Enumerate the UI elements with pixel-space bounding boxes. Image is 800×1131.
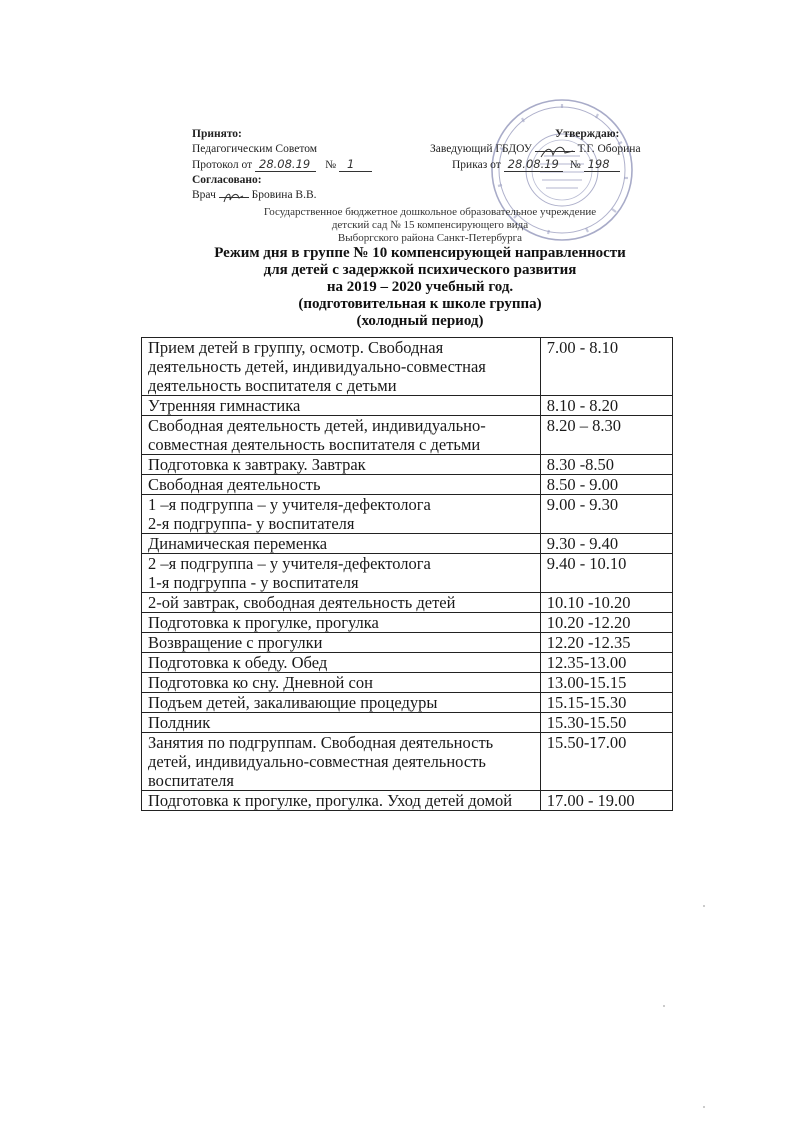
title-line-4: (подготовительная к школе группа) [298, 296, 542, 312]
schedule-row [142, 396, 673, 416]
head-line [430, 142, 641, 157]
schedule-activity: Утренняя гимнастика [142, 396, 541, 416]
doctor-label: Врач [192, 189, 216, 201]
schedule-row [142, 791, 673, 811]
schedule-row [142, 495, 673, 534]
schedule-time: 12.20 -12.35 [540, 633, 672, 653]
accepted-label: Принято: [192, 128, 242, 140]
schedule-row [142, 416, 673, 455]
agreed-label: Согласовано: [192, 174, 262, 186]
schedule-row [142, 713, 673, 733]
schedule-time: 7.00 - 8.10 [540, 338, 672, 396]
document-title [150, 245, 690, 330]
council-name: Педагогическим Советом [192, 143, 318, 155]
title-line-2: для детей с задержкой психического развития [263, 262, 577, 278]
schedule-time: 8.50 - 9.00 [540, 475, 672, 495]
protocol-date: 28.08.19 [255, 157, 316, 172]
approval-left [192, 127, 452, 203]
scan-speck [703, 905, 705, 907]
schedule-row [142, 633, 673, 653]
schedule-activity: Прием детей в группу, осмотр. Свободная деятельность детей, индивидуально-совместная деятельность воспитателя с детьми [142, 338, 541, 396]
schedule-time: 9.30 - 9.40 [540, 534, 672, 554]
protocol-no-label: № [325, 159, 337, 171]
schedule-time: 10.10 -10.20 [540, 593, 672, 613]
protocol-number: 1 [339, 157, 372, 172]
schedule-time: 8.30 -8.50 [540, 455, 672, 475]
schedule-activity: Занятия по подгруппам. Свободная деятельность детей, индивидуально-совместная деятельность воспитателя [142, 733, 541, 791]
schedule-activity: Подготовка ко сну. Дневной сон [142, 673, 541, 693]
order-date: 28.08.19 [504, 157, 563, 172]
institution-name [200, 206, 660, 245]
institution-line-2: детский сад № 15 компенсирующего вида [331, 219, 529, 231]
scan-speck [703, 1106, 705, 1108]
schedule-time: 8.10 - 8.20 [540, 396, 672, 416]
schedule-row [142, 613, 673, 633]
schedule-row [142, 534, 673, 554]
schedule-activity: Свободная деятельность детей, индивидуально-совместная деятельность воспитателя с детьми [142, 416, 541, 455]
approve-label: Утверждаю: [555, 128, 620, 140]
schedule-time: 9.00 - 9.30 [540, 495, 672, 534]
schedule-row [142, 475, 673, 495]
institution-line-3: Выборгского района Санкт-Петербурга [337, 232, 523, 244]
institution-line-1: Государственное бюджетное дошкольное образовательное учреждение [263, 206, 597, 218]
schedule-body [142, 338, 673, 811]
schedule-time: 15.50-17.00 [540, 733, 672, 791]
head-signature-line [535, 151, 575, 152]
title-line-1: Режим дня в группе № 10 компенсирующей направленности [214, 245, 626, 261]
title-line-3: на 2019 – 2020 учебный год. [326, 279, 514, 295]
doctor-signature [221, 190, 247, 206]
schedule-activity: 2-ой завтрак, свободная деятельность детей [142, 593, 541, 613]
schedule-time: 9.40 - 10.10 [540, 554, 672, 593]
schedule-activity: Подготовка к завтраку. Завтрак [142, 455, 541, 475]
schedule-time: 8.20 – 8.30 [540, 416, 672, 455]
doctor-name: Бровина В.В. [251, 189, 317, 201]
schedule-table [141, 337, 673, 811]
schedule-activity: 2 –я подгруппа – у учителя-дефектолога 1-я подгруппа - у воспитателя [142, 554, 541, 593]
order-number: 198 [584, 157, 620, 172]
schedule-activity: Подготовка к обеду. Обед [142, 653, 541, 673]
schedule-activity: Возвращение с прогулки [142, 633, 541, 653]
schedule-time: 13.00-15.15 [540, 673, 672, 693]
schedule-row [142, 455, 673, 475]
schedule-activity: Подготовка к прогулке, прогулка [142, 613, 541, 633]
order-line [452, 157, 620, 173]
schedule-activity: Подъем детей, закаливающие процедуры [142, 693, 541, 713]
head-name: Т.Г. Оборина [577, 143, 641, 155]
schedule-row [142, 338, 673, 396]
schedule-time: 17.00 - 19.00 [540, 791, 672, 811]
schedule-row [142, 593, 673, 613]
schedule-activity: Подготовка к прогулке, прогулка. Уход детей домой [142, 791, 541, 811]
head-label: Заведующий ГБДОУ [430, 143, 532, 155]
schedule-row [142, 554, 673, 593]
order-label: Приказ от [452, 159, 501, 171]
schedule-time: 15.30-15.50 [540, 713, 672, 733]
schedule-row [142, 673, 673, 693]
scan-speck [663, 1005, 665, 1007]
schedule-row [142, 733, 673, 791]
protocol-line [192, 157, 452, 173]
schedule-row [142, 653, 673, 673]
schedule-row [142, 693, 673, 713]
schedule-activity: Полдник [142, 713, 541, 733]
order-no-label: № [569, 159, 581, 171]
protocol-label: Протокол от [192, 159, 253, 171]
doctor-line [192, 188, 452, 203]
schedule-activity: Динамическая переменка [142, 534, 541, 554]
schedule-activity: Свободная деятельность [142, 475, 541, 495]
schedule-time: 12.35-13.00 [540, 653, 672, 673]
title-line-5: (холодный период) [356, 313, 484, 329]
doctor-signature-line [219, 197, 249, 198]
schedule-time: 15.15-15.30 [540, 693, 672, 713]
schedule-time: 10.20 -12.20 [540, 613, 672, 633]
schedule-activity: 1 –я подгруппа – у учителя-дефектолога 2-я подгруппа- у воспитателя [142, 495, 541, 534]
